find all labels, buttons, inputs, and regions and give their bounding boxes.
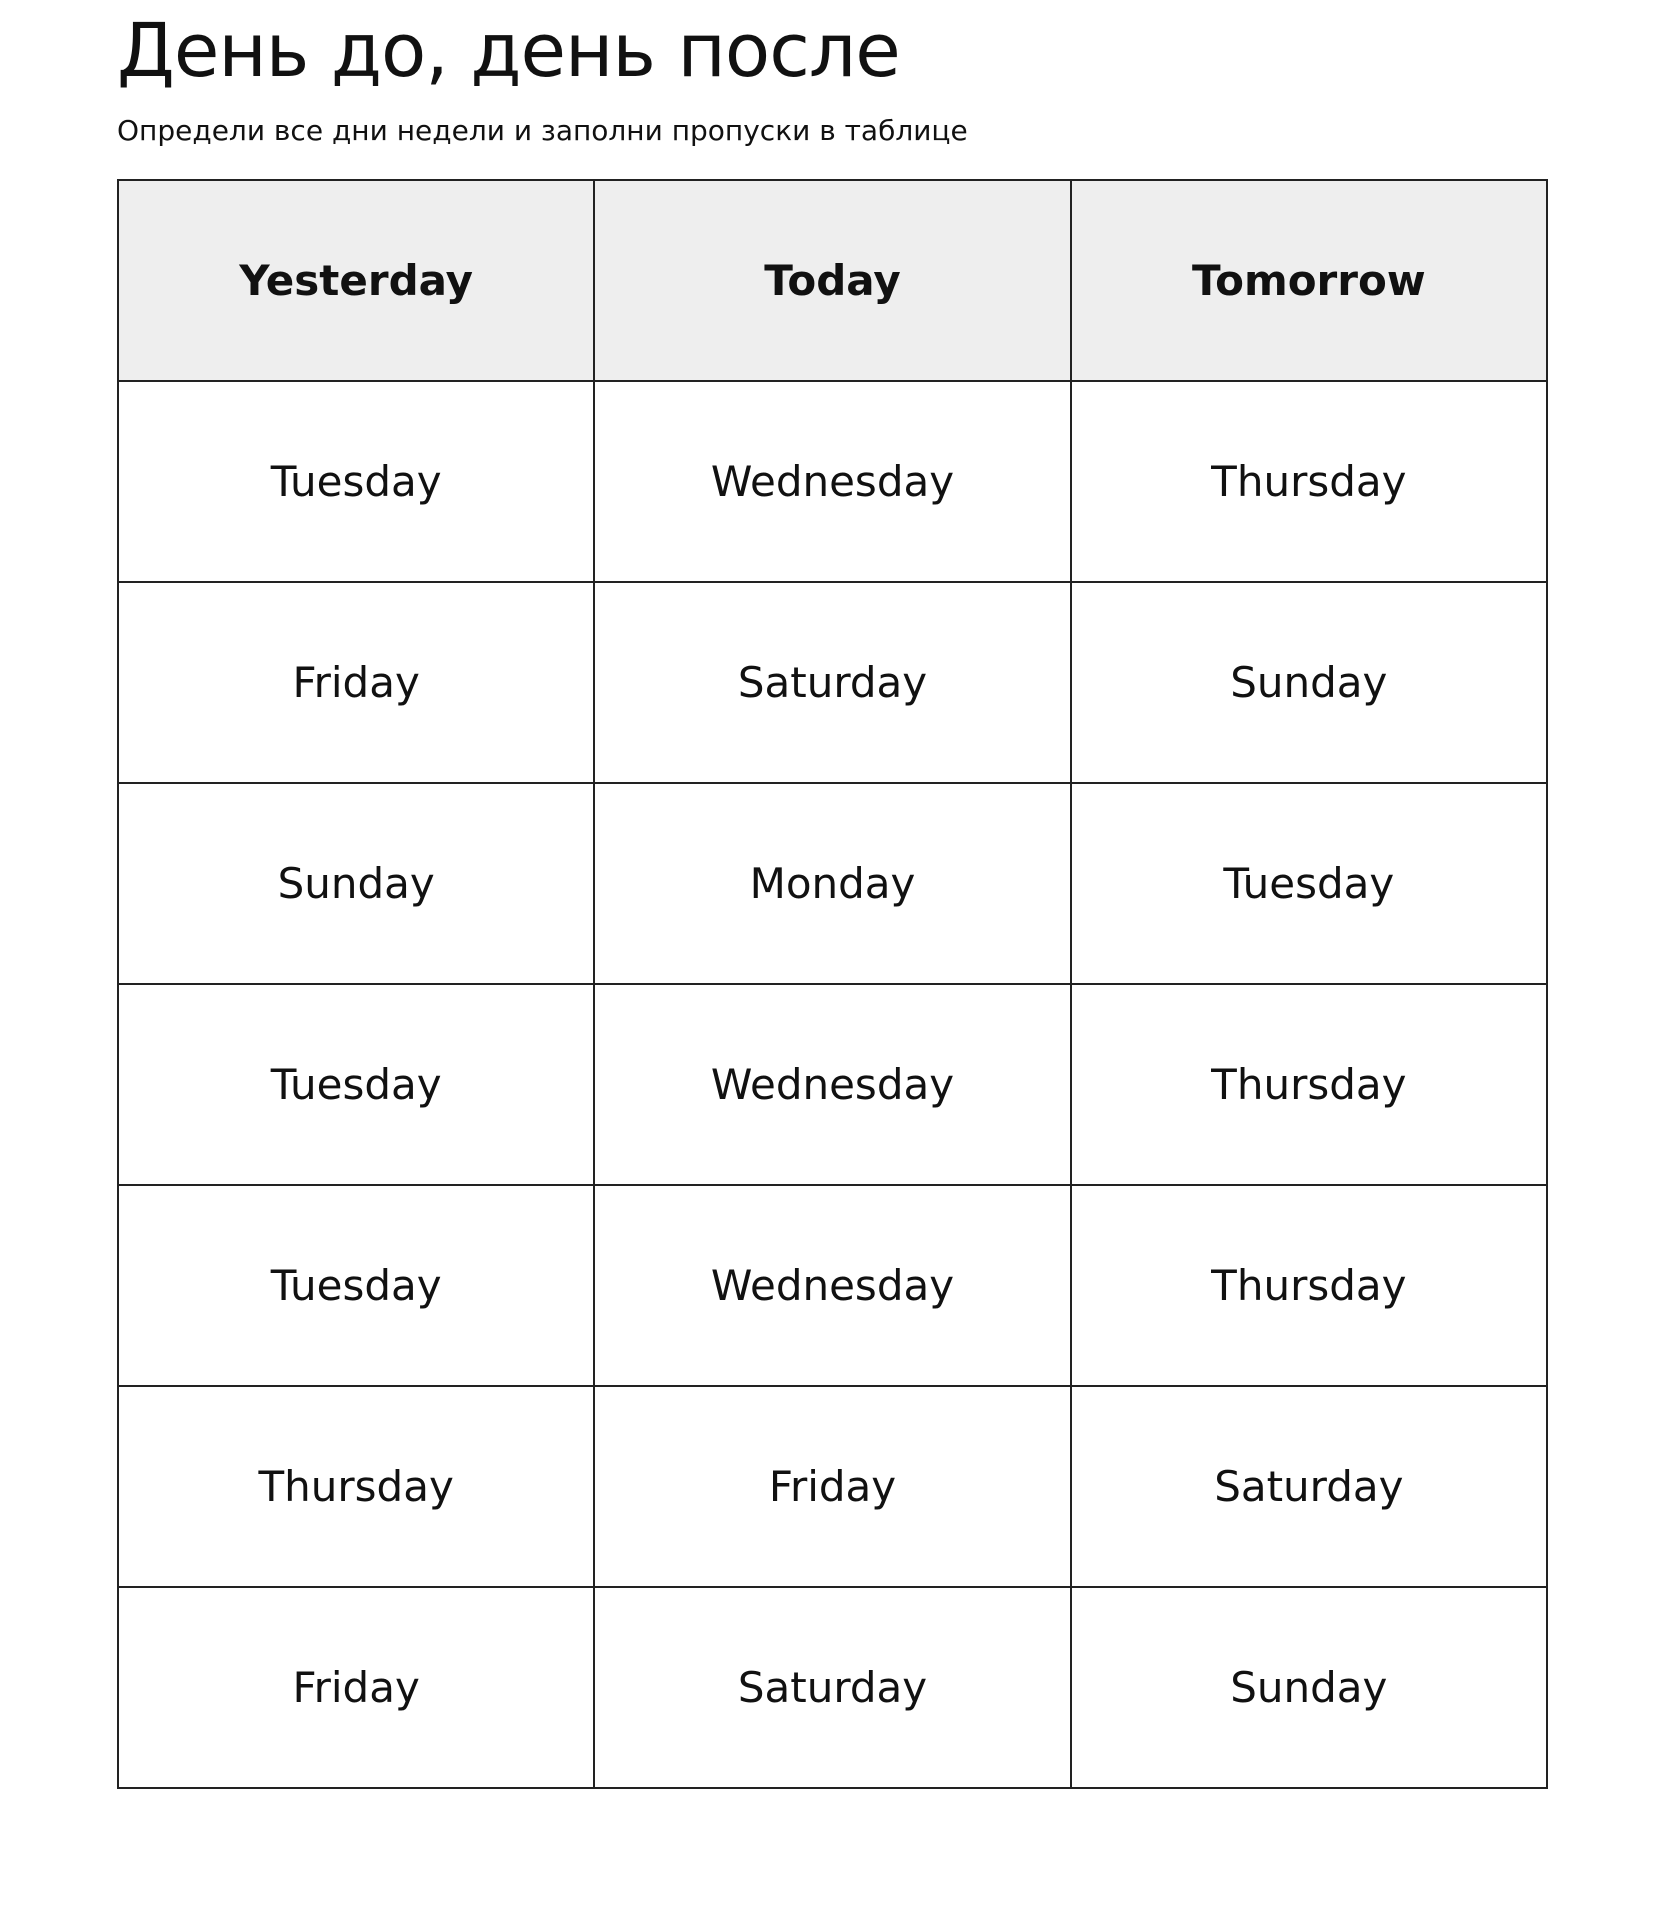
cell-today: Wednesday: [594, 1185, 1070, 1386]
cell-yesterday: Tuesday: [118, 1185, 594, 1386]
cell-yesterday: Friday: [118, 582, 594, 783]
cell-tomorrow: Tuesday: [1071, 783, 1547, 984]
column-header-today: Today: [594, 180, 1070, 381]
table-row: [118, 1386, 1547, 1587]
cell-yesterday: Tuesday: [118, 381, 594, 582]
table-row: [118, 1587, 1547, 1788]
cell-today: Friday: [594, 1386, 1070, 1587]
cell-tomorrow: Thursday: [1071, 984, 1547, 1185]
cell-yesterday: Tuesday: [118, 984, 594, 1185]
cell-today: Monday: [594, 783, 1070, 984]
cell-tomorrow: Sunday: [1071, 1587, 1547, 1788]
table-row: [118, 582, 1547, 783]
page-subtitle: Определи все дни недели и заполни пропуски в таблице: [117, 114, 968, 147]
table-row: [118, 984, 1547, 1185]
cell-today: Wednesday: [594, 381, 1070, 582]
table-header-row: [118, 180, 1547, 381]
cell-tomorrow: Thursday: [1071, 381, 1547, 582]
table-body: [118, 381, 1547, 1788]
cell-yesterday: Thursday: [118, 1386, 594, 1587]
table-header: [118, 180, 1547, 381]
cell-yesterday: Sunday: [118, 783, 594, 984]
table-row: [118, 783, 1547, 984]
days-table: [117, 179, 1548, 1789]
cell-tomorrow: Saturday: [1071, 1386, 1547, 1587]
cell-yesterday: Friday: [118, 1587, 594, 1788]
cell-today: Saturday: [594, 1587, 1070, 1788]
column-header-yesterday: Yesterday: [118, 180, 594, 381]
cell-today: Wednesday: [594, 984, 1070, 1185]
column-header-tomorrow: Tomorrow: [1071, 180, 1547, 381]
page-title: День до, день после: [117, 8, 900, 94]
cell-today: Saturday: [594, 582, 1070, 783]
cell-tomorrow: Sunday: [1071, 582, 1547, 783]
table-row: [118, 1185, 1547, 1386]
table-row: [118, 381, 1547, 582]
cell-tomorrow: Thursday: [1071, 1185, 1547, 1386]
